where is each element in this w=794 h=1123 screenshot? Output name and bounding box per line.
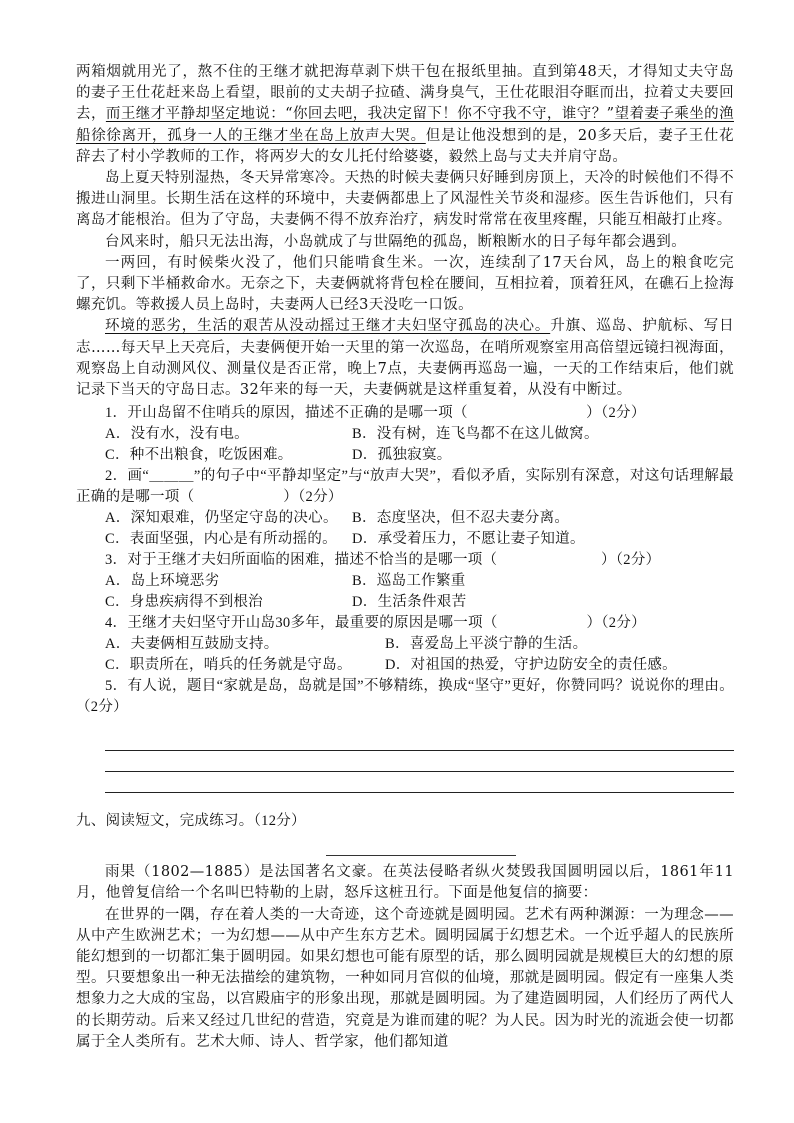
option-d: D．承受着压力，不愿让妻子知道。	[352, 531, 585, 548]
questions	[76, 403, 734, 793]
option-c: C．职责所在，哨兵的任务就是守岛。	[105, 657, 352, 674]
passage-paragraph-4: 一两回，有时候柴火没了，他们只能啃食生米。一次，连续刮了17天台风，岛上的粮食吃完了，只剩下半桶救命水。无奈之下，夫妻俩就将背包栓在腰间，互相拉着，顶着狂风，在礁石上捡海螺充饥。等救援人员上岛时，夫妻两人已经3天没吃一口饭。	[76, 254, 734, 314]
title-blank-line[interactable]	[326, 847, 516, 856]
section-9-heading: 九、阅读短文，完成练习。（12分）	[76, 813, 306, 830]
option-a: A．夫妻俩相互鼓励支持。	[105, 636, 279, 653]
option-d: D．孤独寂寞。	[352, 447, 452, 464]
underlined-sentence: 而王继才平静却坚定地说：“你回去吧，我决定留下！你不守我不守，谁守？”望着妻子乘坐的渔船徐徐离开，孤身一人的王继才坐在岛上放声大哭。	[76, 106, 734, 144]
option-a: A．没有水，没有电。	[105, 426, 249, 443]
passage-paragraph-1: 两箱烟就用光了，熬不住的王继才就把海草剥下烘干包在报纸里抽。直到第48天，才得知丈夫守岛的妻子王仕花赶来岛上看望，眼前的丈夫胡子拉碴、满身臭气，王仕花眼泪夺眶而出，拉着丈夫要回去，而王继才平静却坚定地说：“你回去吧，我决定留下！你不守我不守，谁守？”望着妻子乘坐的渔船徐徐离开，孤身一人的王继才坐在岛上放声大哭。但是让他没想到的是，20多天后，妻子王仕花辞去了村小学教师的工作，将两岁大的女儿托付给婆婆，毅然上岛与丈夫并肩守岛。	[76, 64, 734, 165]
section-9	[76, 811, 734, 856]
passage-paragraph-5: 环境的恶劣，生活的艰苦从没动摇过王继才夫妇坚守孤岛的决心。升旗、巡岛、护航标、写日志……每天早上天亮后，夫妻俩便开始一天里的第一次巡岛，在哨所观察室用高倍望远镜扫视海面，观察岛上自动测风仪、测量仪是否正常，晚上7点，夫妻俩再巡岛一遍，一天的工作结束后，他们就记录下当天的守岛日志。32年来的每一天，夫妻俩就是这样重复着，从没有中断过。	[76, 318, 734, 399]
option-a: A．岛上环境恶劣	[105, 573, 220, 590]
question-1: 1．开山岛留不住哨兵的原因，描述不正确的是哪一项（ ）（2分）	[105, 405, 646, 422]
section-9-passage	[76, 862, 734, 1053]
question-4-options-row-2	[76, 655, 734, 676]
option-c: C．种不出粮食，吃饭困难。	[105, 447, 293, 464]
question-2-options-row-1	[76, 508, 734, 529]
option-c: C．身患疾病得不到根治	[105, 594, 263, 611]
passage-body: 在世界的一隅，存在着人类的一大奇迹，这个奇迹就是圆明园。艺术有两种渊源：一为理念——从中产生欧洲艺术；一为幻想——从中产生东方艺术。圆明园属于幻想艺术。一个近乎超人的民族所能幻想到的一切都汇集于圆明园。如果幻想也可能有原型的话，那么圆明园就是规模巨大的幻想的原型。只要想象出一种无法描绘的建筑物，一种如同月宫似的仙境，那就是圆明园。假定有一座集人类想象力之大成的宝岛，以宫殿庙宇的形象出现，那就是圆明园。为了建造圆明园，人们经历了两代人的长期劳动。后来又经过几世纪的营造，究竟是为谁而建的呢？为人民。因为时光的流逝会使一切都属于全人类所有。艺术大师、诗人、哲学家，他们都知道	[76, 906, 734, 1050]
option-d: D．生活条件艰苦	[352, 594, 467, 611]
passage-paragraph-3: 台风来时，船只无法出海，小岛就成了与世隔绝的孤岛，断粮断水的日子每年都会遇到。	[105, 233, 687, 250]
answer-line[interactable]	[105, 772, 734, 793]
answer-line[interactable]	[105, 751, 734, 772]
exam-page	[76, 62, 734, 1053]
answer-line[interactable]	[105, 730, 734, 751]
question-1-options-row-1	[76, 424, 734, 445]
passage-intro: 雨果（1802—1885）是法国著名文豪。在英法侵略者纵火焚毁我国圆明园以后，1861年11月，他曾复信给一个名叫巴特勒的上尉，怒斥这桩丑行。下面是他复信的摘要：	[76, 864, 734, 902]
question-2-options-row-2	[76, 529, 734, 550]
question-4: 4．王继才夫妇坚守开山岛30多年，最重要的原因是哪一项（ ）（2分）	[105, 615, 646, 632]
option-b: B．没有树，连飞鸟都不在这儿做窝。	[352, 426, 599, 443]
question-2: 2．画“＿＿＿”的句子中“平静却坚定”与“放声大哭”，看似矛盾，实际别有深意，对这句话理解最正确的是哪一项（ ）（2分）	[76, 468, 734, 506]
question-3-options-row-2	[76, 592, 734, 613]
question-5: 5．有人说，题目“家就是岛，岛就是国”不够精练，换成“坚守”更好，你赞同吗？说说你的理由。（2分）	[76, 678, 734, 716]
option-b: B．态度坚决，但不忍夫妻分离。	[352, 510, 570, 527]
passage-text	[76, 62, 734, 401]
question-1-options-row-2	[76, 445, 734, 466]
option-d: D．对祖国的热爱，守护边防安全的责任感。	[385, 657, 677, 674]
option-b: B．巡岛工作繁重	[352, 573, 466, 590]
underlined-sentence: 环境的恶劣，生活的艰苦从没动摇过王继才夫妇坚守孤岛的决心。	[105, 318, 551, 335]
option-a: A．深知艰难，仍坚定守岛的决心。	[105, 510, 338, 527]
question-3-options-row-1	[76, 571, 734, 592]
question-4-options-row-1	[76, 634, 734, 655]
answer-lines[interactable]	[105, 730, 734, 793]
option-b: B．喜爱岛上平淡宁静的生活。	[385, 636, 588, 653]
passage-paragraph-2: 岛上夏天特别湿热，冬天异常寒冷。天热的时候夫妻俩只好睡到房顶上，天冷的时候他们不得不搬进山洞里。长期生活在这样的环境中，夫妻俩都患上了风湿性关节炎和湿疹。医生告诉他们，只有离岛才能根治。但为了守岛，夫妻俩不得不放弃治疗，病发时常常在夜里疼醒，只能互相敲打止疼。	[76, 170, 734, 229]
option-c: C．表面坚强，内心是有所动摇的。	[105, 531, 337, 548]
question-3: 3．对于王继才夫妇所面临的困难，描述不恰当的是哪一项（ ）（2分）	[105, 552, 661, 569]
